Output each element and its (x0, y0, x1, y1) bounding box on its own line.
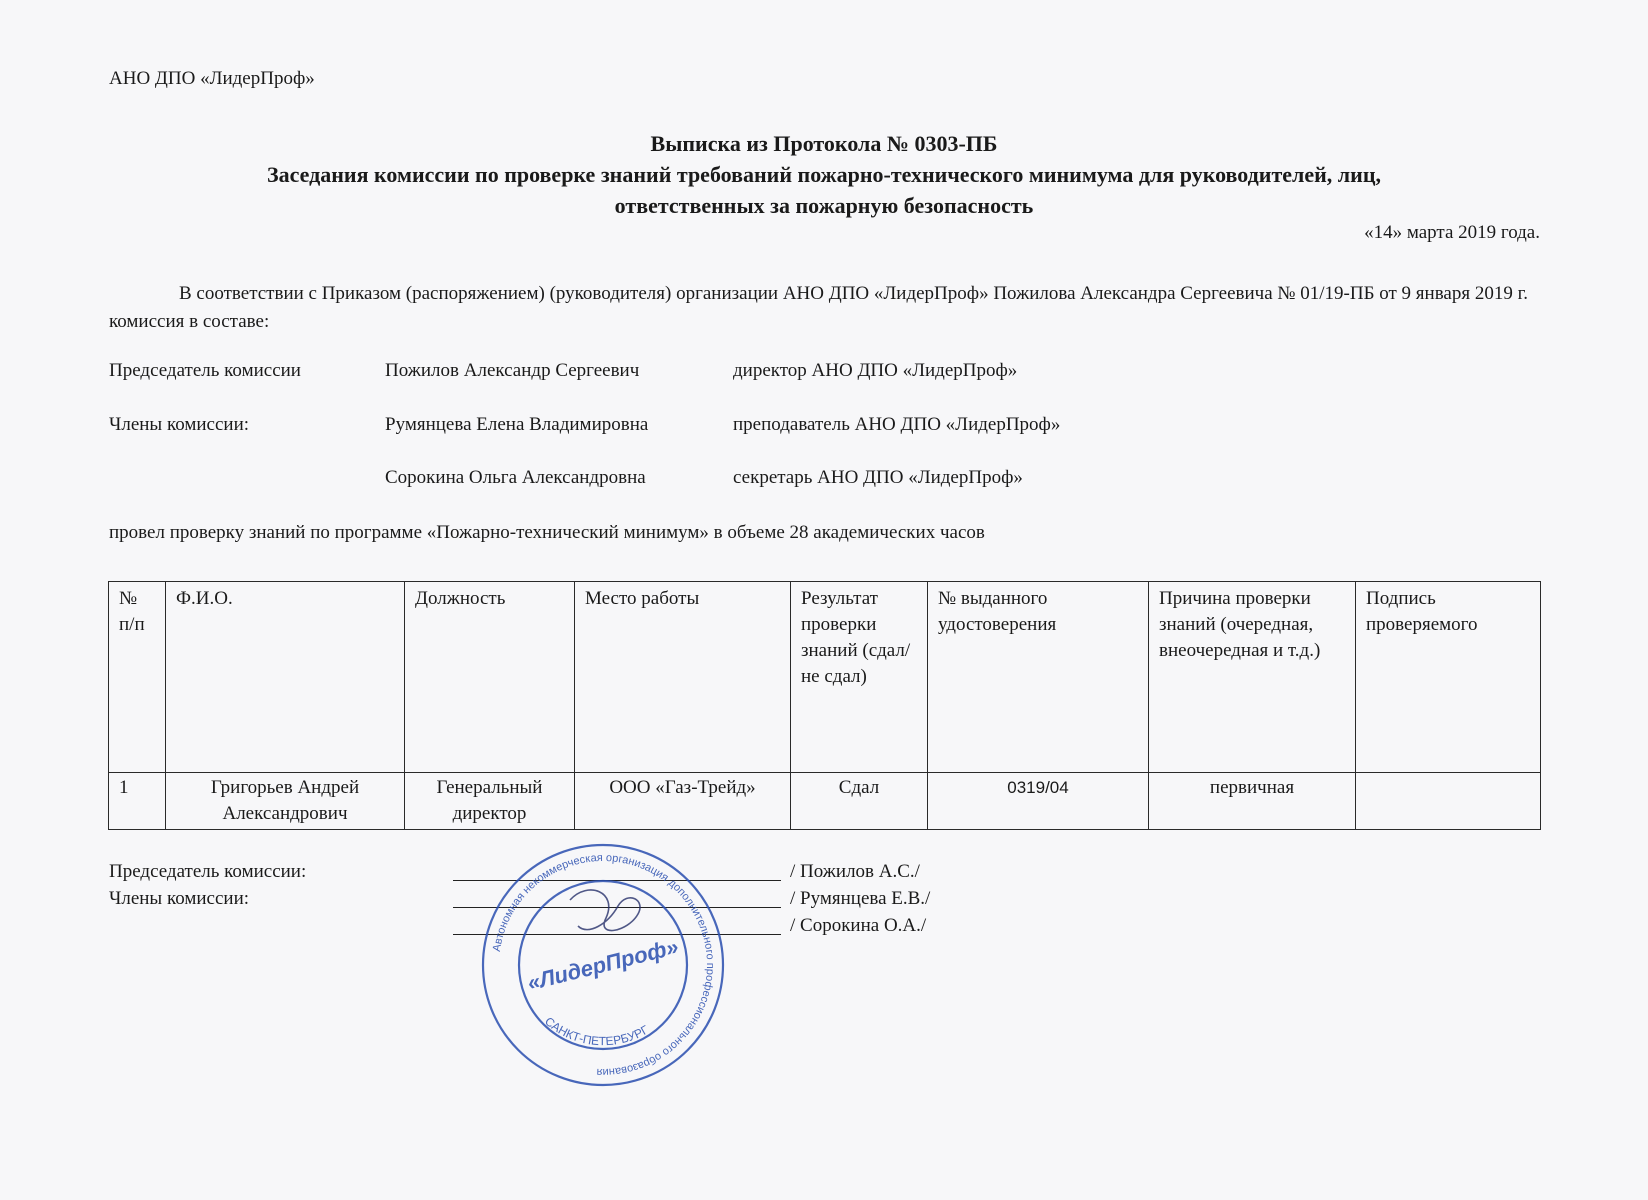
header-cell-result: Результат проверки знаний (сдал/не сдал) (791, 582, 928, 773)
signature-name: / Румянцева Е.В./ (790, 888, 931, 909)
stamp-center-text: «ЛидерПроф» (524, 933, 681, 996)
signature-name: / Сорокина О.А./ (790, 915, 927, 936)
cell-signature (1356, 773, 1541, 830)
cell-fio: Григорьев Андрей Александрович (166, 773, 405, 830)
handwritten-signature (570, 890, 640, 931)
member-name: Сорокина Ольга Александровна (385, 467, 646, 488)
protocol-date: «14» марта 2019 года. (1364, 222, 1540, 243)
header-cell-workplace: Место работы (575, 582, 791, 773)
stamp-outer-text: Автономная некоммерческая организация дополнительного профессионального образования (490, 851, 717, 1079)
results-table (108, 581, 1541, 830)
header-cell-num: № п/п (109, 582, 166, 773)
chair-name: Пожилов Александр Сергеевич (385, 360, 640, 381)
members-label: Члены комиссии: (109, 414, 250, 435)
member-position: секретарь АНО ДПО «ЛидерПроф» (733, 467, 1023, 488)
title-line-2: Заседания комиссии по проверке знаний требований пожарно-технического минимума для руководителей, лиц, (267, 162, 1381, 187)
program-statement: провел проверку знаний по программе «Пожарно-технический минимум» в объеме 28 академических часов (109, 522, 985, 543)
header-cell-position: Должность (405, 582, 575, 773)
header-cell-certificate: № выданного удостоверения (928, 582, 1149, 773)
cell-reason: первичная (1149, 773, 1356, 830)
organization-stamp (478, 840, 728, 1090)
cell-certificate: 0319/04 (928, 773, 1149, 830)
title-line-3: ответственных за пожарную безопасность (614, 193, 1034, 218)
table-header-row (109, 582, 1541, 773)
document-title (60, 128, 1588, 221)
cell-position: Генеральный директор (405, 773, 575, 830)
chair-position: директор АНО ДПО «ЛидерПроф» (733, 360, 1018, 381)
member-name: Румянцева Елена Владимировна (385, 414, 649, 435)
organization-name: АНО ДПО «ЛидерПроф» (109, 68, 315, 89)
member-position: преподаватель АНО ДПО «ЛидерПроф» (733, 414, 1061, 435)
chair-label: Председатель комиссии (109, 360, 301, 381)
signature-name: / Пожилов А.С./ (790, 861, 920, 882)
cell-num: 1 (109, 773, 166, 830)
cell-workplace: ООО «Газ-Трейд» (575, 773, 791, 830)
header-cell-reason: Причина проверки знаний (очередная, внеочередная и т.д.) (1149, 582, 1356, 773)
title-line-1: Выписка из Протокола № 0303-ПБ (650, 131, 998, 156)
intro-paragraph: В соответствии с Приказом (распоряжением) (руководителя) организации АНО ДПО «ЛидерПроф» Пожилова Александра Сергеевича № 01/19-ПБ от 9 января 2019 г. комиссия в составе: (109, 283, 1529, 332)
cell-result: Сдал (791, 773, 928, 830)
signature-chair-label: Председатель комиссии: (109, 861, 307, 882)
header-cell-signature: Подпись проверяемого (1356, 582, 1541, 773)
stamp-bottom-text: САНКТ-ПЕТЕРБУРГ (542, 1014, 651, 1049)
signature-members-label: Члены комиссии: (109, 888, 250, 909)
header-cell-fio: Ф.И.О. (166, 582, 405, 773)
table-row (109, 773, 1541, 830)
